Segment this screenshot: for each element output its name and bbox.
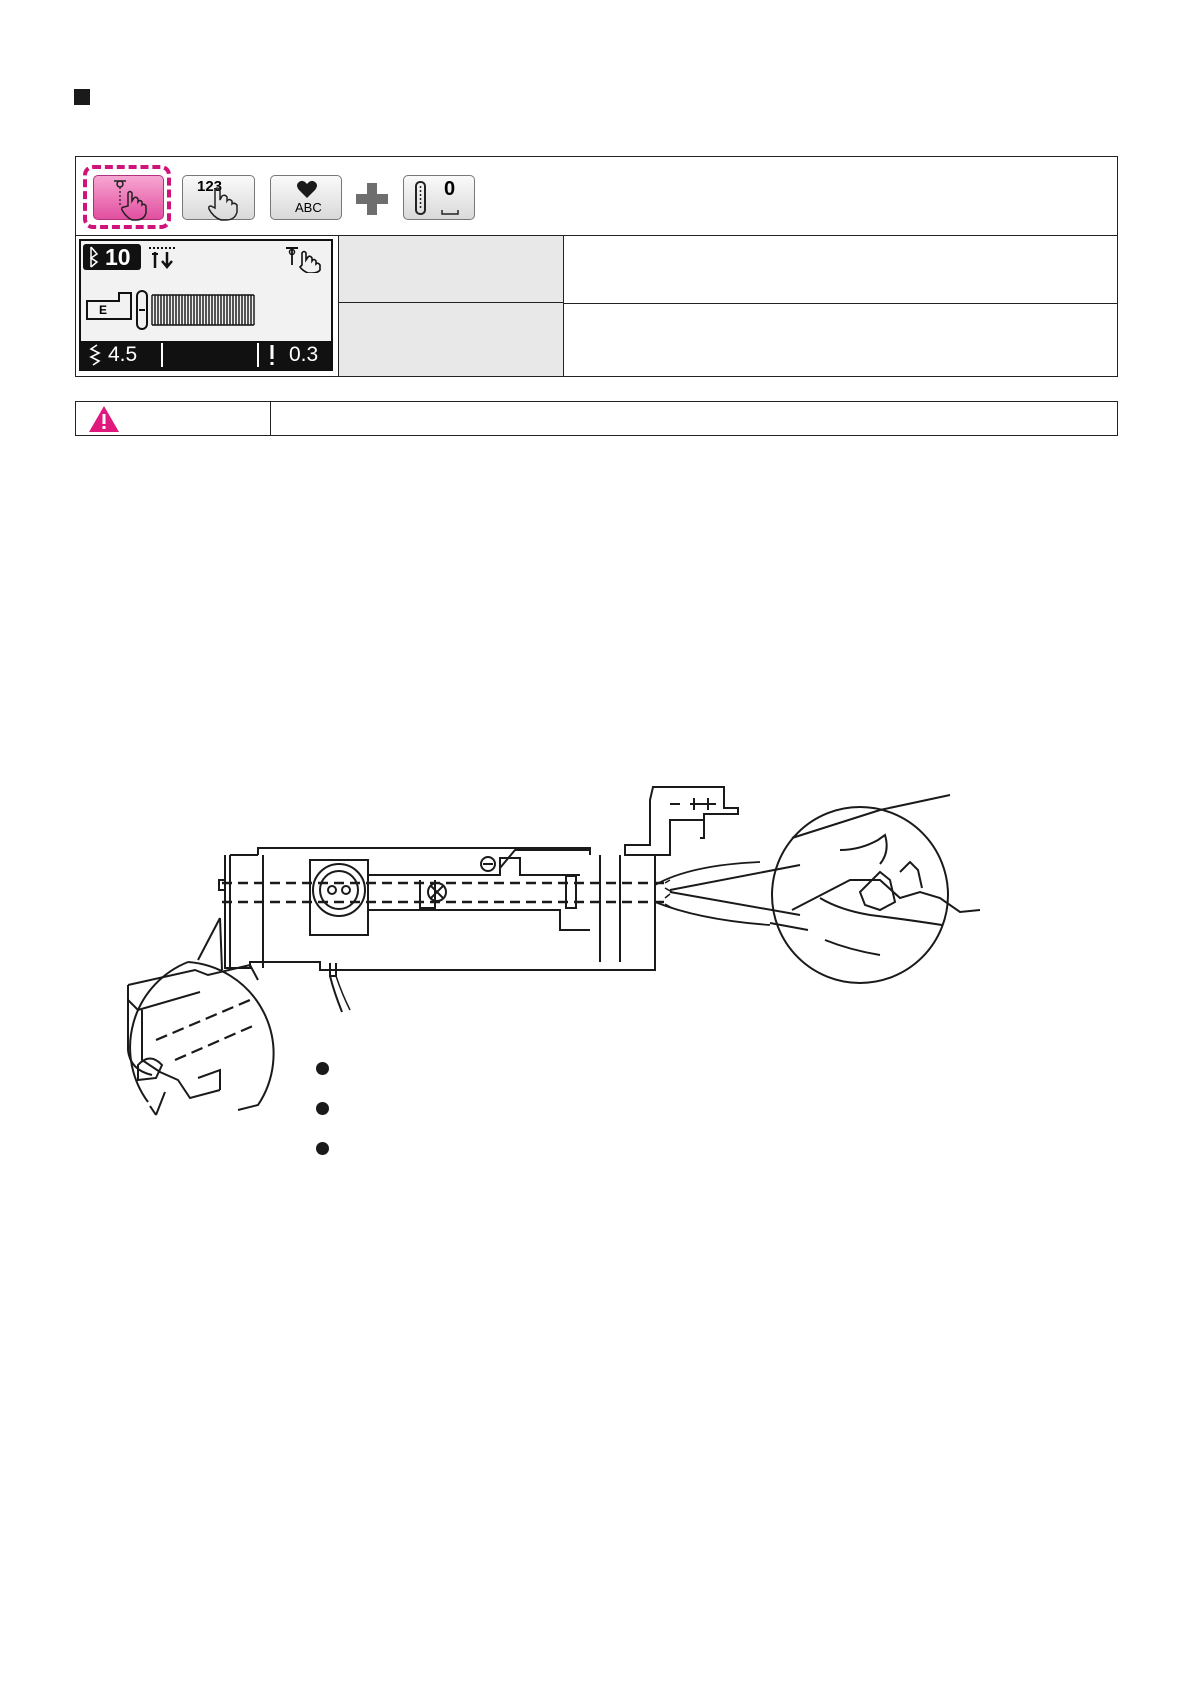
stitch-length-value: 0.3 [289, 343, 319, 366]
stitch-indicator-icon [87, 244, 101, 270]
needle-hand-icon [94, 176, 165, 221]
mode-panel-table [75, 156, 1118, 377]
presser-foot-diagram [83, 289, 263, 339]
utility-stitch-mode-button[interactable] [93, 175, 164, 220]
pattern-number-box [83, 244, 141, 270]
setting-label-cell [339, 303, 564, 376]
stitch-width-value: 4.5 [108, 343, 138, 366]
bullet-point [316, 1062, 329, 1075]
stitch-width-icon [87, 343, 103, 367]
lcd-cell [76, 236, 339, 376]
presser-foot-letter: E [99, 303, 108, 317]
needle-position-icon [145, 244, 179, 272]
lcd-display [79, 239, 333, 371]
status-divider [161, 343, 163, 367]
setting-label-cell [339, 236, 564, 303]
stitch-length-icon [267, 343, 277, 367]
buttonhole-foot-illustration [80, 780, 1040, 1180]
warning-bar [75, 401, 1118, 436]
pattern-number: 10 [105, 244, 131, 270]
warning-triangle-icon [88, 405, 120, 433]
lcd-status-bar [81, 341, 331, 369]
heading-square [74, 89, 90, 105]
numeric-mode-label: 123 [197, 178, 223, 195]
warning-icon-cell [76, 402, 271, 435]
character-mode-button[interactable] [270, 175, 342, 220]
hand-icon [183, 176, 256, 221]
status-divider [257, 343, 259, 367]
row-divider [564, 303, 1117, 304]
bullet-point [316, 1102, 329, 1115]
character-mode-label: ABC [295, 200, 322, 215]
memory-mode-button[interactable] [403, 175, 475, 220]
memory-mode-label: 0 [444, 178, 456, 200]
mode-button-row [76, 157, 1117, 236]
needle-hand-status-icon [284, 243, 328, 273]
memory-icon [404, 176, 476, 221]
plus-icon [354, 181, 390, 217]
bullet-point [316, 1142, 329, 1155]
numeric-stitch-mode-button[interactable] [182, 175, 255, 220]
